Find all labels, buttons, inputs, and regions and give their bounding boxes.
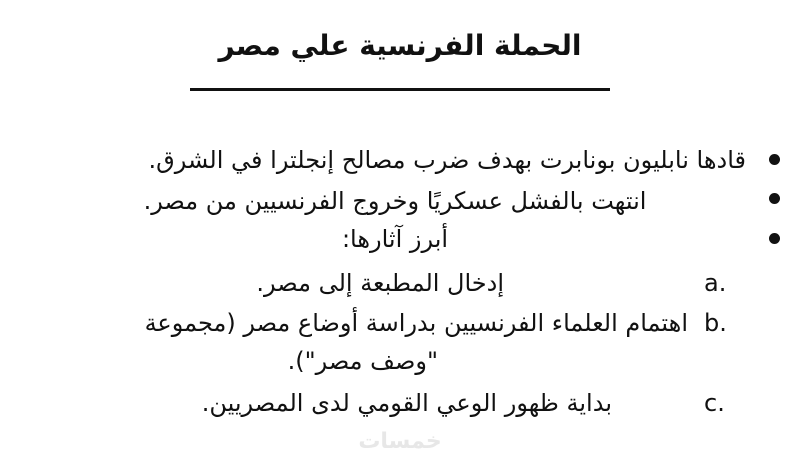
sublist-marker-a: a. xyxy=(704,269,727,297)
sublist-item-c: بداية ظهور الوعي القومي لدى المصريين. xyxy=(201,389,612,417)
sublist-marker-c: c. xyxy=(704,389,725,417)
title-underline xyxy=(190,88,610,91)
sublist-item-b-line1: اهتمام العلماء الفرنسيين بدراسة أوضاع مصر (مجموعة xyxy=(144,309,688,337)
bullet-dot-icon xyxy=(769,154,780,165)
sublist-marker-b: b. xyxy=(704,309,727,337)
bullet-dot-icon xyxy=(769,233,780,244)
bullet-item-3: أبرز آثارها: xyxy=(341,225,449,253)
bullet-dot-icon xyxy=(769,193,780,204)
bullet-item-2: انتهت بالفشل عسكريًا وخروج الفرنسيين من مصر. xyxy=(143,187,647,215)
document-title: الحملة الفرنسية علي مصر xyxy=(218,29,582,62)
bullet-item-1: قادها نابليون بونابرت بهدف ضرب مصالح إنجلترا في الشرق. xyxy=(148,146,746,174)
sublist-item-b-line2: "وصف مصر"). xyxy=(287,347,438,375)
sublist-item-a: إدخال المطبعة إلى مصر. xyxy=(256,269,504,297)
watermark-logo: خمسات xyxy=(358,429,442,454)
